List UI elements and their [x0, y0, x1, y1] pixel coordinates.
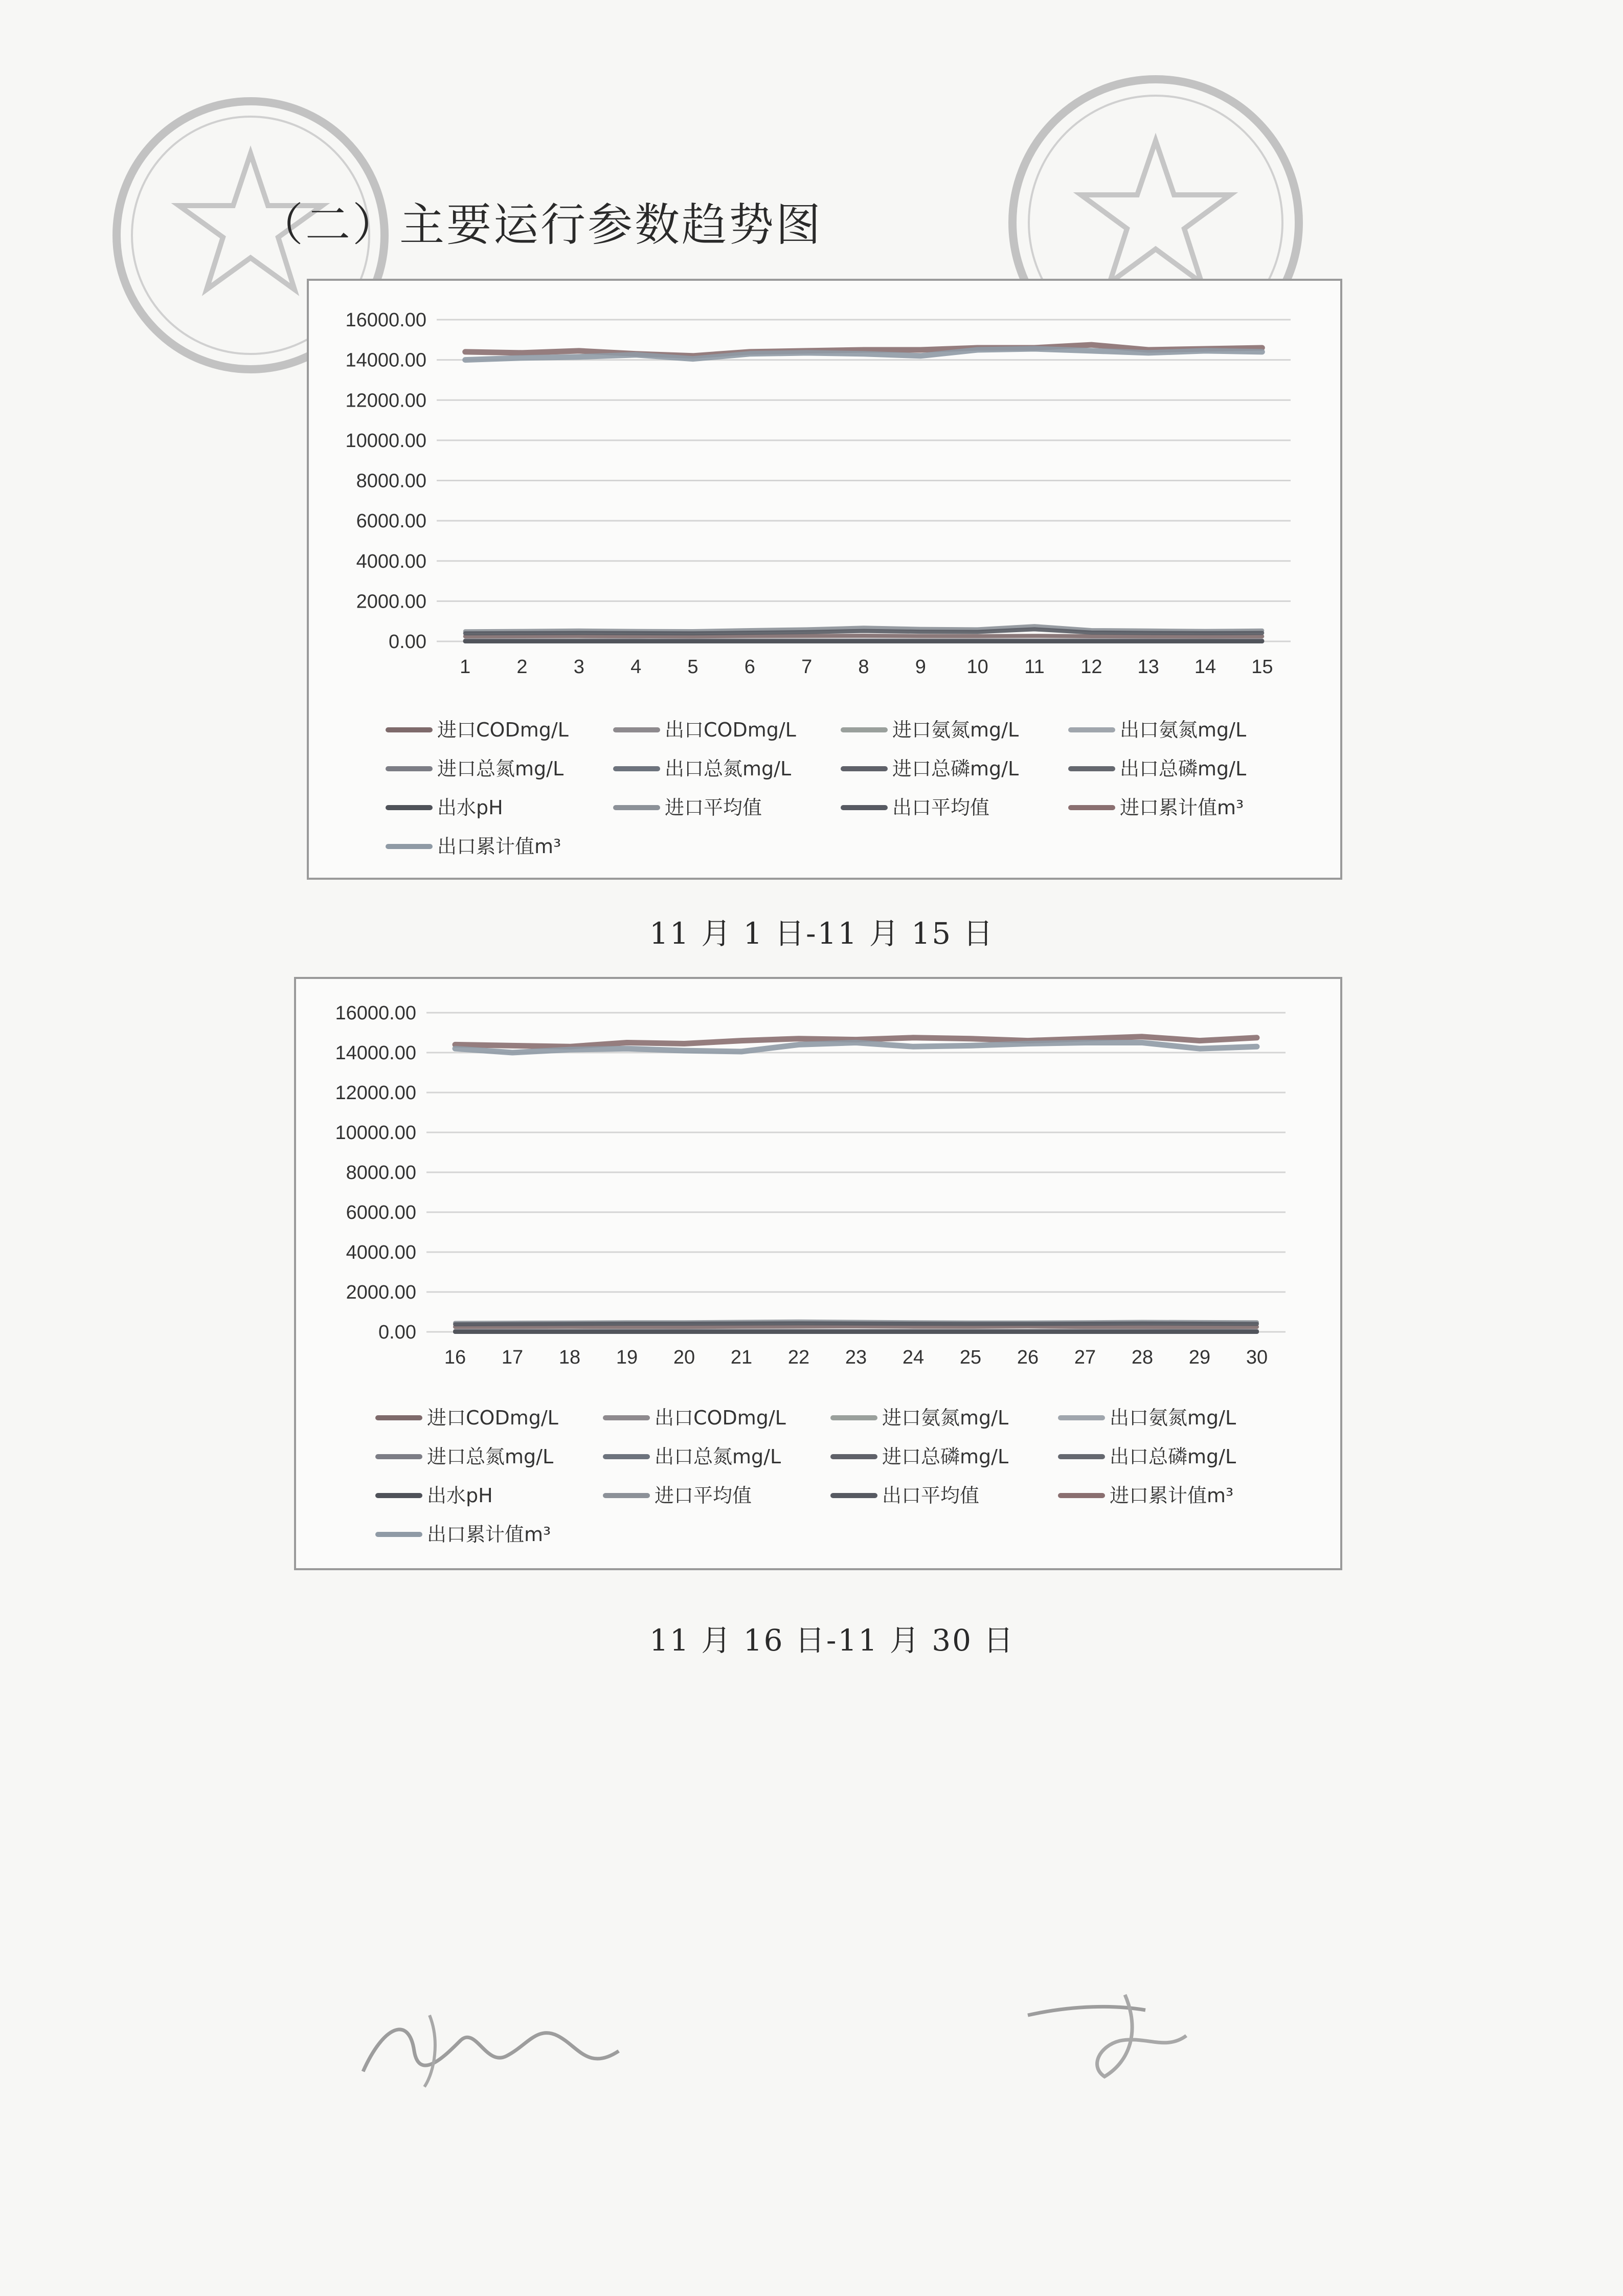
legend-label: 进口平均值 [655, 1484, 752, 1507]
trend-chart-2-svg [296, 979, 1340, 1568]
x-tick-label: 1 [460, 656, 471, 678]
y-tick-label: 12000.00 [335, 1082, 416, 1104]
chart-2-caption: 11 月 16 日-11 月 30 日 [649, 1623, 1015, 1658]
x-tick-label: 12 [1080, 656, 1102, 678]
legend-label: 进口累计值m³ [1120, 796, 1244, 819]
trend-chart-1-svg [309, 281, 1340, 878]
legend-label: 出水pH [437, 796, 503, 819]
x-tick-label: 28 [1131, 1347, 1154, 1368]
signature-left [353, 1995, 639, 2097]
y-tick-label: 16000.00 [345, 309, 426, 331]
legend-label: 出口CODmg/L [665, 719, 796, 741]
y-tick-label: 4000.00 [346, 1242, 416, 1263]
legend-label: 出口平均值 [892, 796, 990, 819]
x-tick-label: 26 [1017, 1347, 1039, 1368]
y-tick-label: 6000.00 [346, 1202, 416, 1223]
y-tick-label: 0.00 [378, 1322, 416, 1343]
x-tick-label: 17 [501, 1347, 524, 1368]
legend-label: 进口氨氮mg/L [892, 719, 1019, 741]
x-tick-label: 6 [744, 656, 755, 678]
x-tick-label: 20 [673, 1347, 695, 1368]
x-tick-label: 3 [573, 656, 584, 678]
y-tick-label: 0.00 [389, 631, 426, 653]
legend-label: 进口总磷mg/L [892, 757, 1019, 780]
x-tick-label: 30 [1246, 1347, 1268, 1368]
x-tick-label: 5 [687, 656, 698, 678]
legend-label: 出口平均值 [882, 1484, 980, 1507]
x-tick-label: 27 [1074, 1347, 1096, 1368]
x-tick-label: 23 [845, 1347, 867, 1368]
y-tick-label: 6000.00 [356, 510, 426, 532]
legend-label: 出口氨氮mg/L [1110, 1407, 1236, 1429]
trend-chart-1 [307, 279, 1342, 880]
series-line-1 [455, 1326, 1257, 1327]
y-tick-label: 14000.00 [345, 349, 426, 371]
x-tick-label: 21 [730, 1347, 753, 1368]
y-tick-label: 16000.00 [335, 1002, 416, 1024]
x-tick-label: 16 [444, 1347, 466, 1368]
y-tick-label: 2000.00 [346, 1282, 416, 1303]
legend-label: 进口总氮mg/L [437, 757, 564, 780]
x-tick-label: 14 [1194, 656, 1216, 678]
y-tick-label: 4000.00 [356, 550, 426, 572]
y-tick-label: 8000.00 [356, 470, 426, 492]
x-tick-label: 29 [1188, 1347, 1211, 1368]
legend-label: 出口总磷mg/L [1110, 1445, 1236, 1468]
legend-label: 进口CODmg/L [437, 719, 569, 741]
x-tick-label: 13 [1137, 656, 1159, 678]
legend-label: 出口总氮mg/L [665, 757, 792, 780]
trend-chart-2 [294, 977, 1342, 1570]
legend-label: 进口平均值 [665, 796, 762, 819]
legend-label: 出口累计值m³ [427, 1523, 551, 1546]
y-tick-label: 8000.00 [346, 1162, 416, 1184]
x-tick-label: 2 [516, 656, 528, 678]
x-tick-label: 15 [1251, 656, 1273, 678]
legend-label: 进口总氮mg/L [427, 1445, 554, 1468]
legend-label: 出水pH [427, 1484, 493, 1507]
x-tick-label: 9 [915, 656, 926, 678]
y-tick-label: 12000.00 [345, 390, 426, 412]
series-line-11 [455, 1323, 1257, 1324]
section-heading: （二）主要运行参数趋势图 [258, 198, 823, 251]
legend-label: 出口累计值m³ [437, 835, 561, 858]
x-tick-label: 11 [1024, 656, 1045, 678]
y-tick-label: 14000.00 [335, 1042, 416, 1064]
x-tick-label: 10 [966, 656, 988, 678]
chart-1-caption: 11 月 1 日-11 月 15 日 [649, 916, 995, 951]
x-tick-label: 19 [616, 1347, 638, 1368]
x-tick-label: 18 [558, 1347, 581, 1368]
legend-label: 出口氨氮mg/L [1120, 719, 1247, 741]
legend-label: 出口CODmg/L [655, 1407, 786, 1429]
y-tick-label: 2000.00 [356, 591, 426, 613]
legend-label: 进口氨氮mg/L [882, 1407, 1009, 1429]
x-tick-label: 22 [787, 1347, 810, 1368]
x-tick-label: 25 [959, 1347, 982, 1368]
legend-label: 出口总氮mg/L [655, 1445, 781, 1468]
legend-label: 进口CODmg/L [427, 1407, 558, 1429]
signature-right [1012, 1974, 1268, 2087]
y-tick-label: 10000.00 [345, 430, 426, 452]
y-tick-label: 10000.00 [335, 1122, 416, 1144]
x-tick-label: 8 [858, 656, 869, 678]
legend-label: 进口累计值m³ [1110, 1484, 1234, 1507]
x-tick-label: 7 [801, 656, 813, 678]
legend-label: 进口总磷mg/L [882, 1445, 1009, 1468]
legend-label: 出口总磷mg/L [1120, 757, 1247, 780]
x-tick-label: 24 [902, 1347, 925, 1368]
x-tick-label: 4 [630, 656, 642, 678]
